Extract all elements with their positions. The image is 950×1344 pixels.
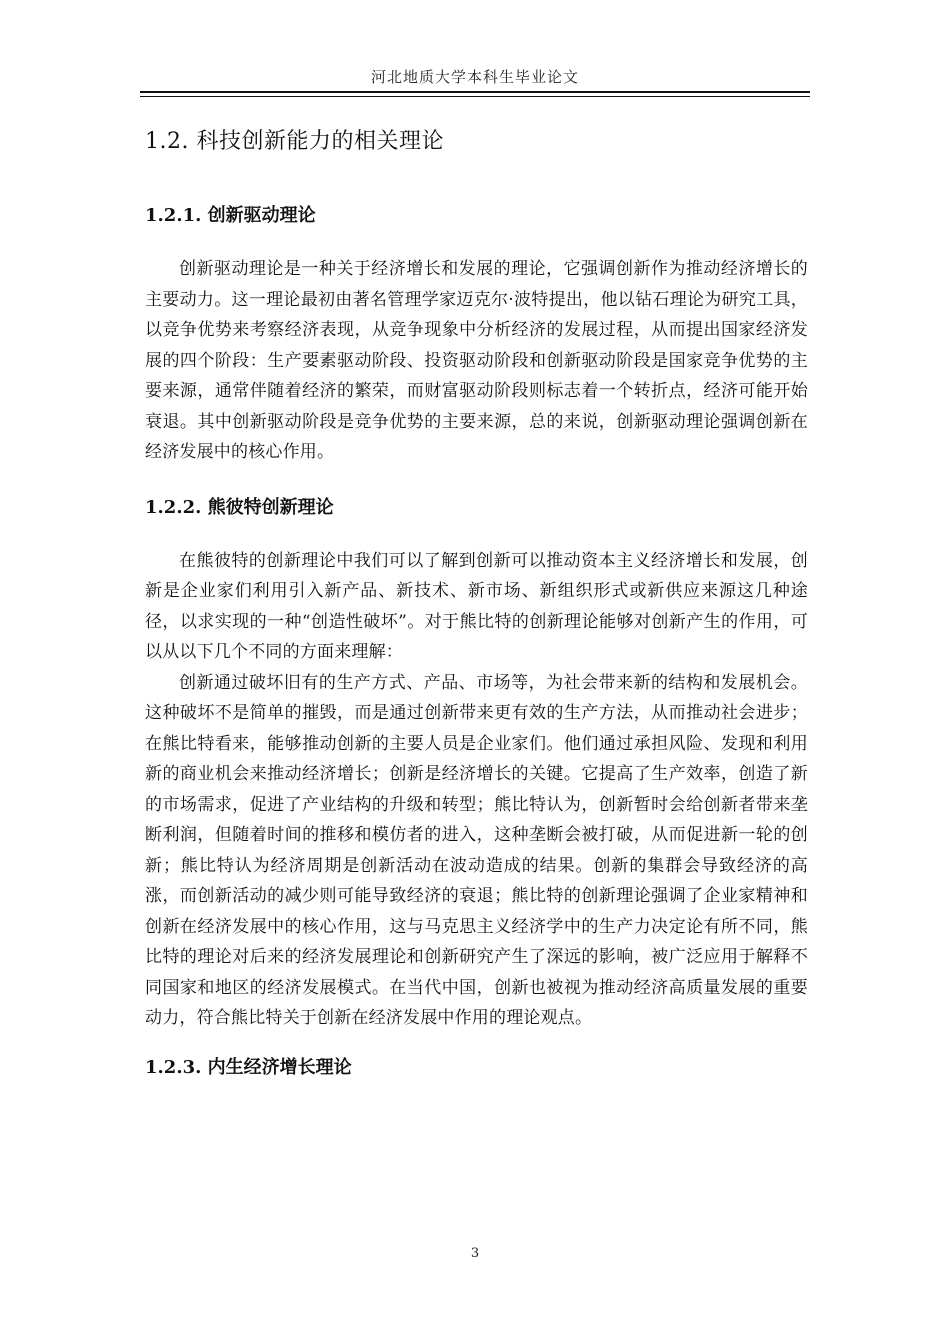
spacer bbox=[145, 236, 808, 254]
header-rule-thick bbox=[140, 91, 810, 93]
subsection-heading-3: 1.2.3. 内生经济增长理论 bbox=[145, 1056, 352, 1078]
subsection-heading-1: 1.2.1. 创新驱动理论 bbox=[145, 205, 316, 226]
spacer bbox=[145, 166, 808, 196]
page-number: 3 bbox=[470, 1246, 480, 1261]
spacer bbox=[145, 1034, 808, 1048]
paragraph-2: 在熊彼特的创新理论中我们可以了解到创新可以推动资本主义经济增长和发展，创新是企业家们利用引入新产品、新技术、新市场、新组织形式或新供应来源这几种途径，以求实现的一种“创造性破坏”。对于熊比特的创新理论能够对创新产生的作用，可以从以下几个不同的方面来理解： bbox=[145, 550, 808, 662]
section-heading: 1.2. 科技创新能力的相关理论 bbox=[145, 129, 444, 154]
subsection-heading-2: 1.2.2. 熊彼特创新理论 bbox=[145, 496, 334, 518]
header-rule-thin bbox=[140, 96, 810, 97]
spacer bbox=[145, 528, 808, 546]
page-content bbox=[145, 118, 808, 1088]
paragraph-1: 创新驱动理论是一种关于经济增长和发展的理论，它强调创新作为推动经济增长的主要动力。这一理论最初由著名管理学家迈克尔·波特提出，他以钻石理论为研究工具，以竞争优势来考察经济表现，从竞争现象中分析经济的发展过程，从而提出国家经济发展的四个阶段：生产要素驱动阶段、投资驱动阶段和创新驱动阶段是国家竞争优势的主要来源，通常伴随着经济的繁荣，而财富驱动阶段则标志着一个转折点，经济可能开始衰退。其中创新驱动阶段是竞争优势的主要来源，总的来说，创新驱动理论强调创新在经济发展中的核心作用。 bbox=[145, 259, 808, 462]
header-title: 河北地质大学本科生毕业论文 bbox=[370, 68, 579, 86]
paragraph-3: 创新通过破坏旧有的生产方式、产品、市场等，为社会带来新的结构和发展机会。这种破坏不是简单的摧毁，而是通过创新带来更有效的生产方法，从而推动社会进步；在熊比特看来，能够推动创新的主要人员是企业家们。他们通过承担风险、发现和利用新的商业机会来推动经济增长；创新是经济增长的关键。它提高了生产效率，创造了新的市场需求，促进了产业结构的升级和转型；熊比特认为，创新暂时会给创新者带来垄断利润，但随着时间的推移和模仿者的进入，这种垄断会被打破，从而促进新一轮的创新；熊比特认为经济周期是创新活动在波动造成的结果。创新的集群会导致经济的高涨，而创新活动的减少则可能导致经济的衰退；熊比特的创新理论强调了企业家精神和创新在经济发展中的核心作用，这与马克思主义经济学中的生产力决定论有所不同，熊比特的理论对后来的经济发展理论和创新研究产生了深远的影响，被广泛应用于解释不同国家和地区的经济发展模式。在当代中国，创新也被视为推动经济高质量发展的重要动力，符合熊比特关于创新在经济发展中作用的理论观点。 bbox=[145, 672, 808, 1028]
spacer bbox=[145, 468, 808, 488]
